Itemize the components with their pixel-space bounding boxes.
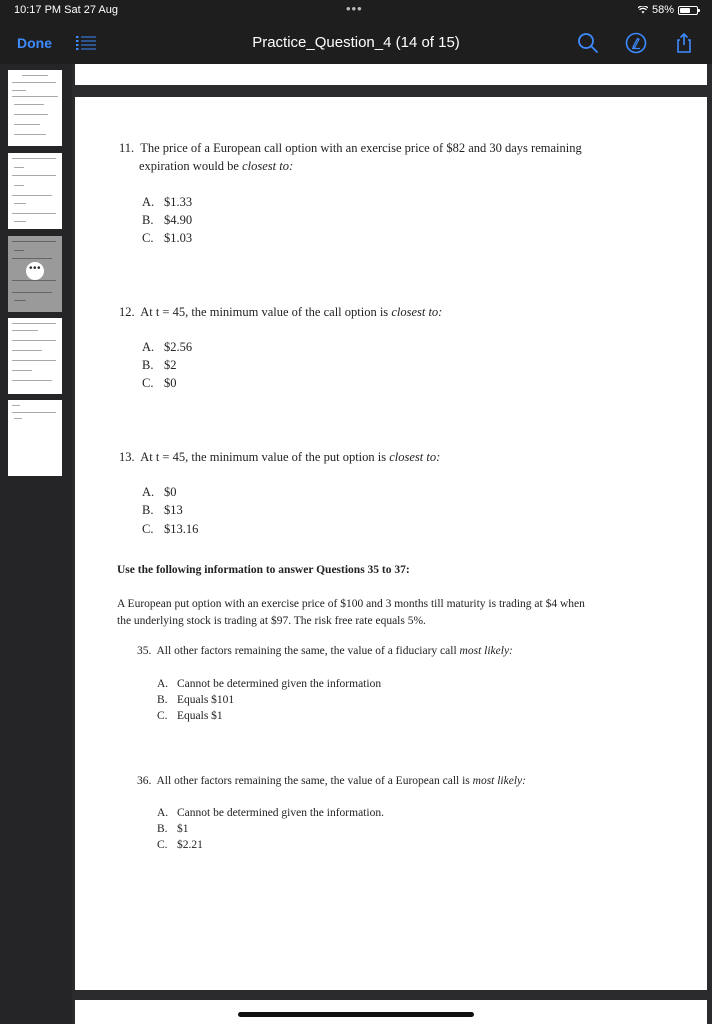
battery-status <box>638 4 698 16</box>
option-c: C. $1.03 <box>142 231 193 245</box>
markup-icon[interactable] <box>624 31 648 55</box>
home-indicator[interactable] <box>238 1012 474 1017</box>
option-b: B. $2 <box>142 358 177 372</box>
page-thumbnail[interactable] <box>8 153 62 229</box>
option-b: B. $13 <box>142 503 183 517</box>
toolbar <box>0 22 712 64</box>
multitasking-dots-icon[interactable]: ••• <box>346 1 363 16</box>
option-a: A. $2.56 <box>142 340 193 354</box>
more-options-icon[interactable]: ••• <box>26 262 44 280</box>
option-b: B. $4.90 <box>142 213 193 227</box>
option-a: A. $1.33 <box>142 195 193 209</box>
battery-percent: 58% <box>651 4 674 16</box>
option-a: A. Cannot be determined given the information <box>157 678 382 690</box>
option-b: B. $1 <box>157 823 189 835</box>
question-13: 13. At t = 45, the minimum value of the put option is closest to: <box>119 450 441 464</box>
option-b: B. Equals $101 <box>157 694 235 706</box>
done-button[interactable]: Done <box>17 35 52 51</box>
search-icon[interactable] <box>576 31 600 55</box>
question-12: 12. At t = 45, the minimum value of the call option is closest to: <box>119 305 443 319</box>
section-heading: Use the following information to answer Questions 35 to 37: <box>117 564 410 576</box>
page-thumbnail[interactable] <box>8 400 62 476</box>
page-thumbnail[interactable] <box>8 318 62 394</box>
previous-page-bottom <box>75 64 707 85</box>
document-page <box>75 97 707 990</box>
option-a: A. Cannot be determined given the information. <box>157 807 384 819</box>
option-c: C. $2.21 <box>157 839 203 851</box>
question-35: 35. All other factors remaining the same, the value of a fiduciary call most likely: <box>137 645 513 657</box>
question-36: 36. All other factors remaining the same, the value of a European call is most likely: <box>137 775 526 787</box>
page-thumbnail[interactable] <box>8 70 62 146</box>
option-c: C. $0 <box>142 376 177 390</box>
wifi-icon <box>638 6 648 14</box>
status-bar <box>0 0 712 22</box>
share-icon[interactable] <box>672 31 696 55</box>
status-time-date: 10:17 PM Sat 27 Aug <box>14 4 118 16</box>
question-11: 11. The price of a European call option with an exercise price of $82 and 30 days remaining expiration would be closest to: <box>119 141 582 173</box>
option-c: C. Equals $1 <box>157 710 223 722</box>
section-info: A European put option with an exercise price of $100 and 3 months till maturity is trading at $4 when the underlying stock is trading at $97. The risk free rate equals 5%. <box>117 598 585 627</box>
document-title: Practice_Question_4 (14 of 15) <box>252 34 460 51</box>
option-c: C. $13.16 <box>142 522 199 536</box>
battery-icon <box>678 6 698 15</box>
option-a: A. $0 <box>142 485 177 499</box>
